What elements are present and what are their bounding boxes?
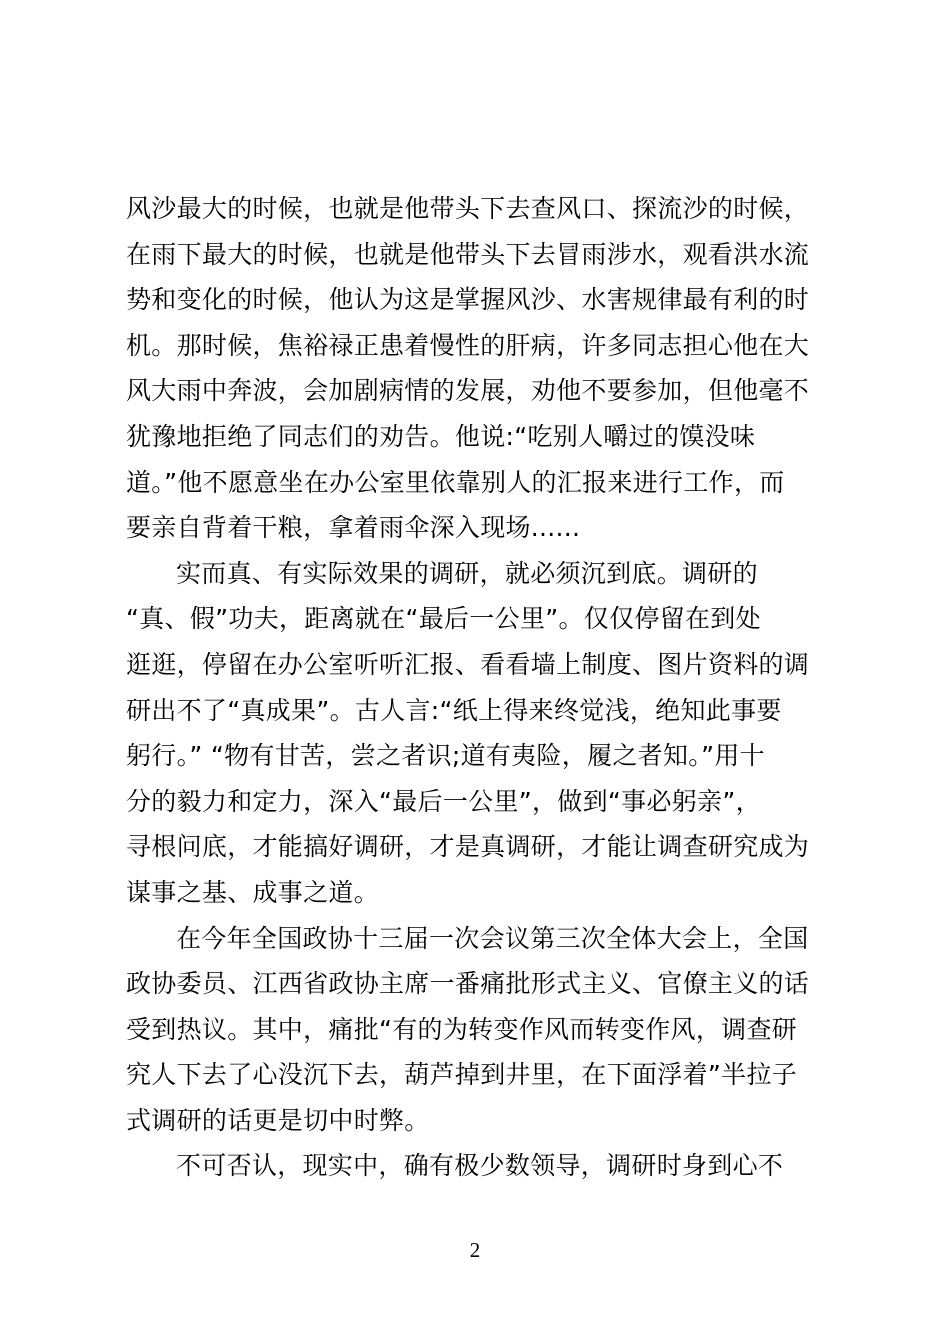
- text-line: 风沙最大的时候，也就是他带头下去查风口、探流沙的时候，: [126, 194, 810, 223]
- text-line: 要亲自背着干粮，拿着雨伞深入现场......: [126, 513, 581, 543]
- text-line: 究人下去了心没沉下去，葫芦掉到井里，在下面浮着”半拉子: [126, 1060, 798, 1090]
- text-line: 机。那时候，焦裕禄正患着慢性的肝病，许多同志担心他在大: [126, 330, 810, 360]
- text-line: 研出不了“真成果”。古人言:“纸上得来终觉浅，绝知此事要: [126, 695, 782, 725]
- document-body: [126, 186, 838, 1189]
- text-line: 势和变化的时候，他认为这是掌握风沙、水害规律最有利的时: [126, 285, 810, 315]
- text-line: 在雨下最大的时候，也就是他带头下去冒雨涉水，观看洪水流: [126, 239, 810, 269]
- text-line: 分的毅力和定力，深入“最后一公里”，做到“事必躬亲”，: [126, 786, 761, 816]
- text-line: 政协委员、江西省政协主席一番痛批形式主义、官僚主义的话: [126, 969, 810, 999]
- text-line: “真、假”功夫，距离就在“最后一公里”。仅仅停留在到处: [126, 604, 761, 634]
- text-line: 式调研的话更是切中时弊。: [126, 1105, 430, 1135]
- paragraph-first-line: 在今年全国政协十三届一次会议第三次全体大会上，全国: [176, 923, 809, 953]
- text-line: 犹豫地拒绝了同志们的劝告。他说:“吃别人嚼过的馍没味: [126, 421, 756, 451]
- text-line: 逛逛，停留在办公室听听汇报、看看墙上制度、图片资料的调: [126, 649, 810, 679]
- text-line: 道。”他不愿意坐在办公室里依靠别人的汇报来进行工作，而: [126, 467, 785, 497]
- text-line: 风大雨中奔波，会加剧病情的发展，劝他不要参加，但他毫不: [126, 376, 810, 406]
- text-line: 寻根问底，才能搞好调研，才是真调研，才能让调查研究成为: [126, 832, 810, 862]
- text-line: 受到热议。其中，痛批“有的为转变作风而转变作风，调查研: [126, 1014, 798, 1044]
- paragraph-first-line: 不可否认，现实中，确有极少数领导，调研时身到心不: [176, 1151, 784, 1181]
- text-line: 躬行。” “物有甘苦，尝之者识;道有夷险，履之者知。”用十: [126, 741, 765, 771]
- text-line: 谋事之基、成事之道。: [126, 877, 380, 907]
- paragraph-first-line: 实而真、有实际效果的调研，就必须沉到底。调研的: [176, 558, 758, 588]
- page-number: 2: [469, 1238, 481, 1262]
